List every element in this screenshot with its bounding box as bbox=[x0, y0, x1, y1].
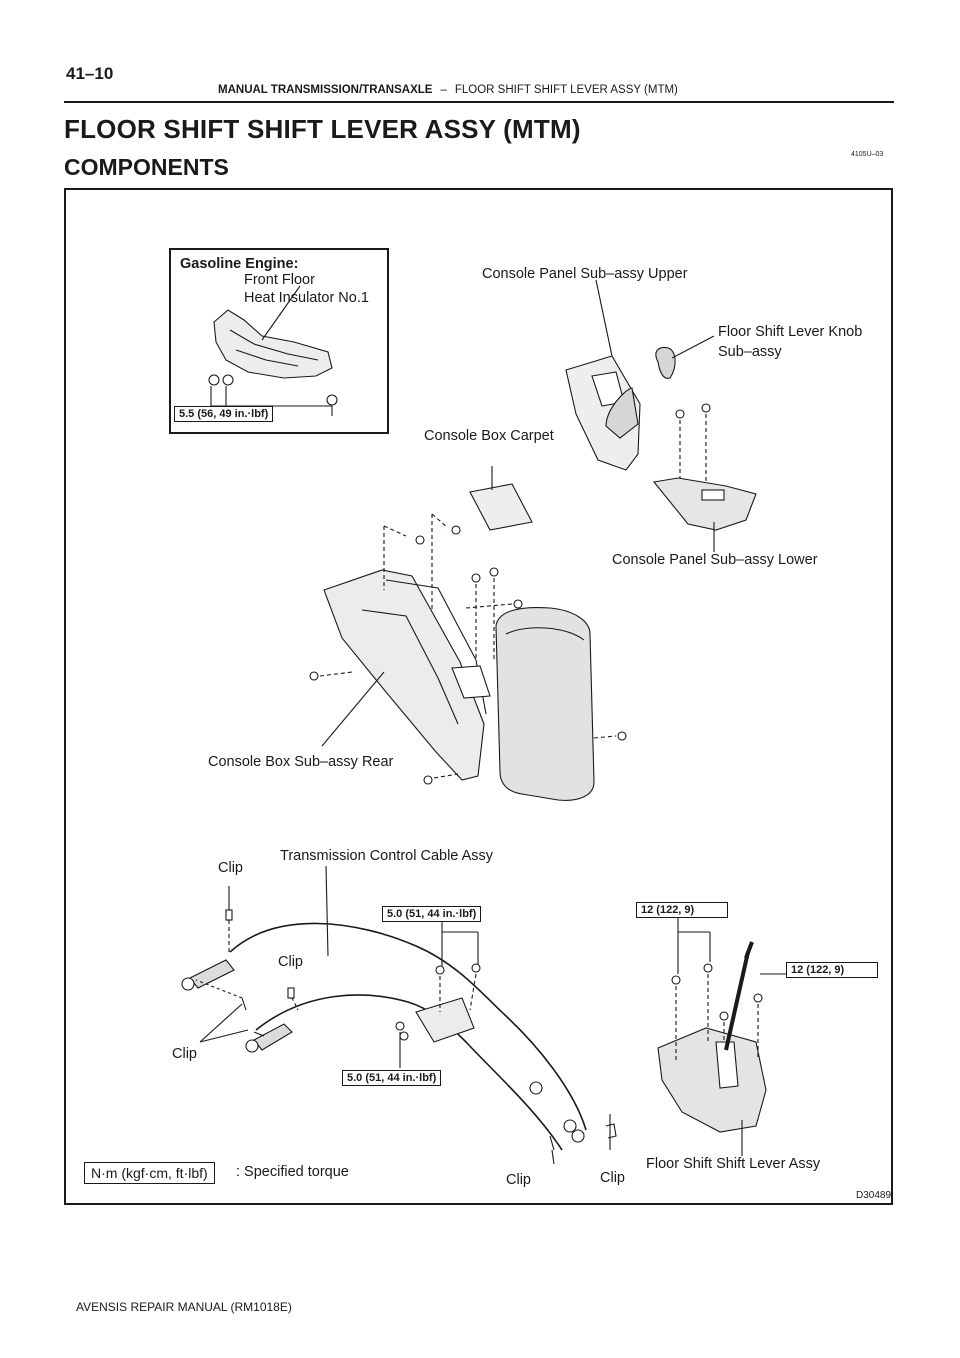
components-figure bbox=[64, 188, 893, 1205]
legend-unit-box: N·m (kgf·cm, ft·lbf) bbox=[84, 1162, 215, 1184]
label-clip-top: Clip bbox=[218, 860, 243, 876]
legend-text: : Specified torque bbox=[236, 1164, 349, 1180]
label-console-box-rear: Console Box Sub–assy Rear bbox=[208, 754, 394, 770]
console-box-carpet-drawing bbox=[470, 466, 532, 530]
cable-clips-drawing bbox=[196, 886, 616, 1164]
armrest-lid-drawing bbox=[496, 608, 594, 801]
label-console-panel-upper: Console Panel Sub–assy Upper bbox=[482, 266, 688, 282]
label-floor-shift-lever: Floor Shift Shift Lever Assy bbox=[646, 1156, 821, 1172]
label-clip-bottom1: Clip bbox=[506, 1172, 531, 1188]
label-heat-insulator-line2: Heat Insulator No.1 bbox=[244, 290, 369, 306]
torque-cable-upper: 5.0 (51, 44 in.·lbf) bbox=[382, 906, 481, 922]
header-section: MANUAL TRANSMISSION/TRANSAXLE bbox=[218, 84, 433, 96]
torque-heat-insulator: 5.5 (56, 49 in.·lbf) bbox=[174, 406, 273, 422]
footer-manual-name: AVENSIS REPAIR MANUAL (RM1018E) bbox=[76, 1300, 292, 1314]
console-panel-lower-drawing bbox=[654, 478, 756, 552]
torque-lever-right: 12 (122, 9) bbox=[786, 962, 878, 978]
inset-heading: Gasoline Engine: bbox=[180, 256, 299, 272]
console-box-rear-drawing bbox=[322, 570, 490, 780]
label-clip-mid: Clip bbox=[278, 954, 303, 970]
shift-lever-assy-drawing bbox=[658, 912, 786, 1156]
console-panel-upper-drawing bbox=[566, 280, 640, 470]
label-transmission-cable: Transmission Control Cable Assy bbox=[280, 848, 494, 864]
label-knob-line1: Floor Shift Lever Knob bbox=[718, 324, 863, 340]
header-subsection: FLOOR SHIFT SHIFT LEVER ASSY (MTM) bbox=[454, 84, 678, 96]
section-subtitle: COMPONENTS bbox=[64, 154, 229, 180]
label-knob-line2: Sub–assy bbox=[718, 344, 782, 360]
document-code: 4105U–03 bbox=[851, 151, 884, 158]
label-heat-insulator-line1: Front Floor bbox=[244, 272, 315, 288]
shift-knob-drawing bbox=[656, 336, 714, 378]
page-title: FLOOR SHIFT SHIFT LEVER ASSY (MTM) bbox=[64, 114, 581, 144]
page-number: 41–10 bbox=[66, 64, 114, 83]
torque-cable-lower: 5.0 (51, 44 in.·lbf) bbox=[342, 1070, 441, 1086]
running-header bbox=[218, 84, 678, 96]
header-rule bbox=[64, 101, 894, 103]
torque-lever-left: 12 (122, 9) bbox=[636, 902, 728, 918]
label-console-panel-lower: Console Panel Sub–assy Lower bbox=[612, 552, 818, 568]
label-console-box-carpet: Console Box Carpet bbox=[424, 428, 554, 444]
label-clip-left: Clip bbox=[172, 1046, 197, 1062]
header-separator: – bbox=[440, 84, 447, 96]
figure-code: D30489 bbox=[856, 1190, 892, 1201]
console-lower-screws bbox=[676, 404, 710, 490]
label-clip-bottom2: Clip bbox=[600, 1170, 625, 1186]
